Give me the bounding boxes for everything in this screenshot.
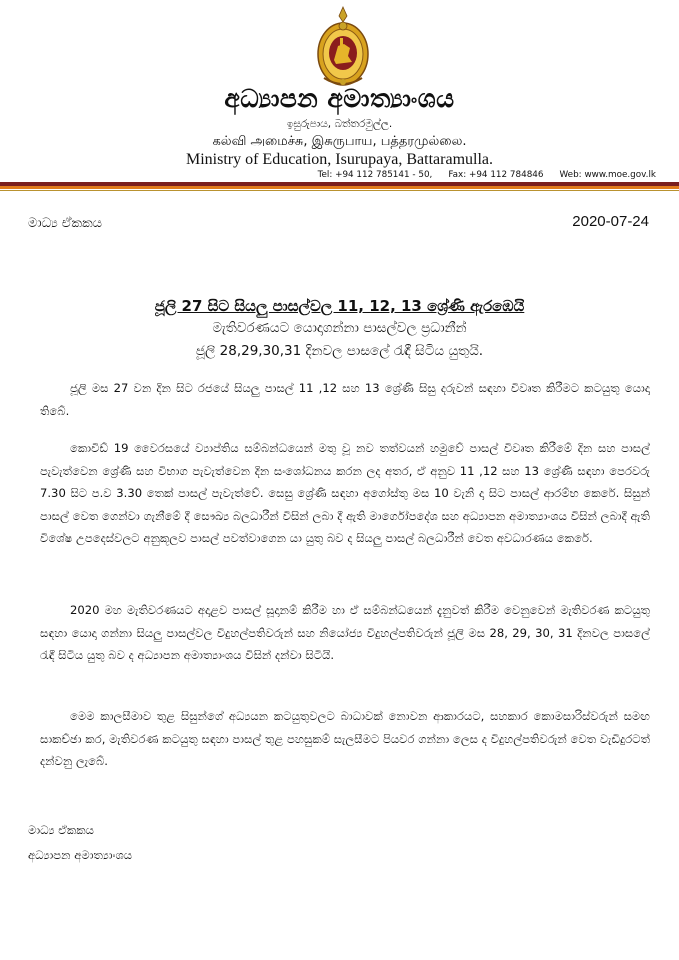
letterhead-title-english: Ministry of Education, Isurupaya, Battaramulla.: [185, 151, 494, 168]
letterhead-title-tamil: கல்வி அமைச்சு, இசுருபாய, பத்தரமுல்லை.: [212, 134, 467, 149]
headline: ජූලි 27 සිට සියලු පාසල්වල 11, 12, 13 ශ්‍රේණි ඇරඹෙයි: [154, 297, 525, 315]
letterhead-title-sinhala: අධ්‍යාපන අමාත්‍යාංශය: [224, 84, 455, 113]
letterhead-address-sinhala: ඉසුරුපාය, බත්තරමුල්ල.: [286, 118, 393, 130]
sri-lanka-lion-emblem-icon: [314, 4, 372, 90]
subtitle-line-1: මැතිවරණයට යොදාගන්නා පාසල්වල ප්‍රධානීන්: [212, 320, 467, 336]
letterhead-contact: [186, 170, 656, 180]
footer-department: මාධ්‍ය ඒකකය: [28, 823, 95, 837]
letterhead-band-orange: [0, 186, 679, 189]
footer-ministry: අධ්‍යාපන අමාත්‍යාංශය: [28, 848, 133, 862]
letterhead-tel: Tel: +94 112 785141 - 50,: [317, 170, 433, 180]
document-date: 2020-07-24: [572, 213, 649, 230]
paragraph-2: කොවිඩ් 19 වෛරසයේ ව්‍යාප්තිය සම්බන්ධයෙන් මතු වූ නව තත්වයන් හමුවේ පාසල් විවෘත කිරීමේ දින සහ පාසල් පැවැත්වෙන ශ්‍රේණි සහ විභාග පැවැත්වෙන දින සංශෝධනය කරන ලද අතර, ඒ අනුව 11 ,12 සහ 13 ශ්‍රේණි සඳහා පෙරවරු 7.30 සිට ප.ව 3.30 තෙක් පාසල් පැවැත්වේ. සෙසු ශ්‍රේණි සඳහා අගෝස්තු මස 10 වැනි දා සිට පාසල් ආරම්භ කෙරේ. සිසුන් පාසල් වෙත ගෙන්වා ගැනීමේ දී සෞඛ්‍ය බලධාරීන් විසින් ලබා දී ඇති මාර්ගෝපදේශ සහ අධ්‍යාපන අමාත්‍යාංශය විසින් ලබාදී ඇති විශේෂ උපදෙස්වලට අනුකූලව පාසල් පවත්වාගෙන යා යුතු බව ද සියලු පාසල් බලධාරීන් වෙත අවධාරණය කෙරේ.: [40, 441, 650, 545]
paragraph-3: 2020 මහ මැතිවරණයට අදාළව පාසල් සූදානම් කිරීම හා ඒ සම්බන්ධයෙන් දැනුවත් කිරීම වෙනුවෙන් මැතිවරණ කටයුතු සඳහා යොදා ගන්නා සියලු පාසල්වල විදුහල්පතිවරුන් සහ නියෝජ්‍ය විදුහල්පතිවරුන් ජූලි මස 28, 29, 30, 31 දිනවල පාසලේ රැඳී සිටිය යුතු බව ද අධ්‍යාපන අමාත්‍යාංශය විසින් දන්වා සිටියි.: [40, 603, 650, 662]
letterhead-band-thin: [0, 190, 679, 191]
paragraph-4: මෙම කාලසීමාව තුළ සිසුන්ගේ අධ්‍යයන කටයුතුවලට බාධාවක් නොවන ආකාරයට, සහකාර කොමසාරිස්වරුන් සමඟ සාකච්ඡා කර, මැතිවරණ කටයුතු සඳහා පාසල් තුළ පහසුකම් සැලසීමට පියවර ගන්නා ලෙස ද විදුහල්පතිවරුන් වෙත වැඩිදුරටත් දන්වනු ලැබේ.: [40, 709, 650, 768]
department-label: මාධ්‍ය ඒකකය: [28, 216, 103, 231]
letterhead-web: Web: www.moe.gov.lk: [559, 170, 656, 180]
subtitle-line-2: ජූලි 28,29,30,31 දිනවල පාසලේ රැඳී සිටිය යුතුයි.: [195, 343, 484, 359]
letterhead-fax: Fax: +94 112 784846: [448, 170, 544, 180]
paragraph-1: ජූලි මස 27 වන දින සිට රජයේ සියලු පාසල් 11 ,12 සහ 13 ශ්‍රේණි සිසු දරුවන් සඳහා විවෘත කිරීමට කටයුතු යොදා තිබේ.: [40, 381, 650, 418]
